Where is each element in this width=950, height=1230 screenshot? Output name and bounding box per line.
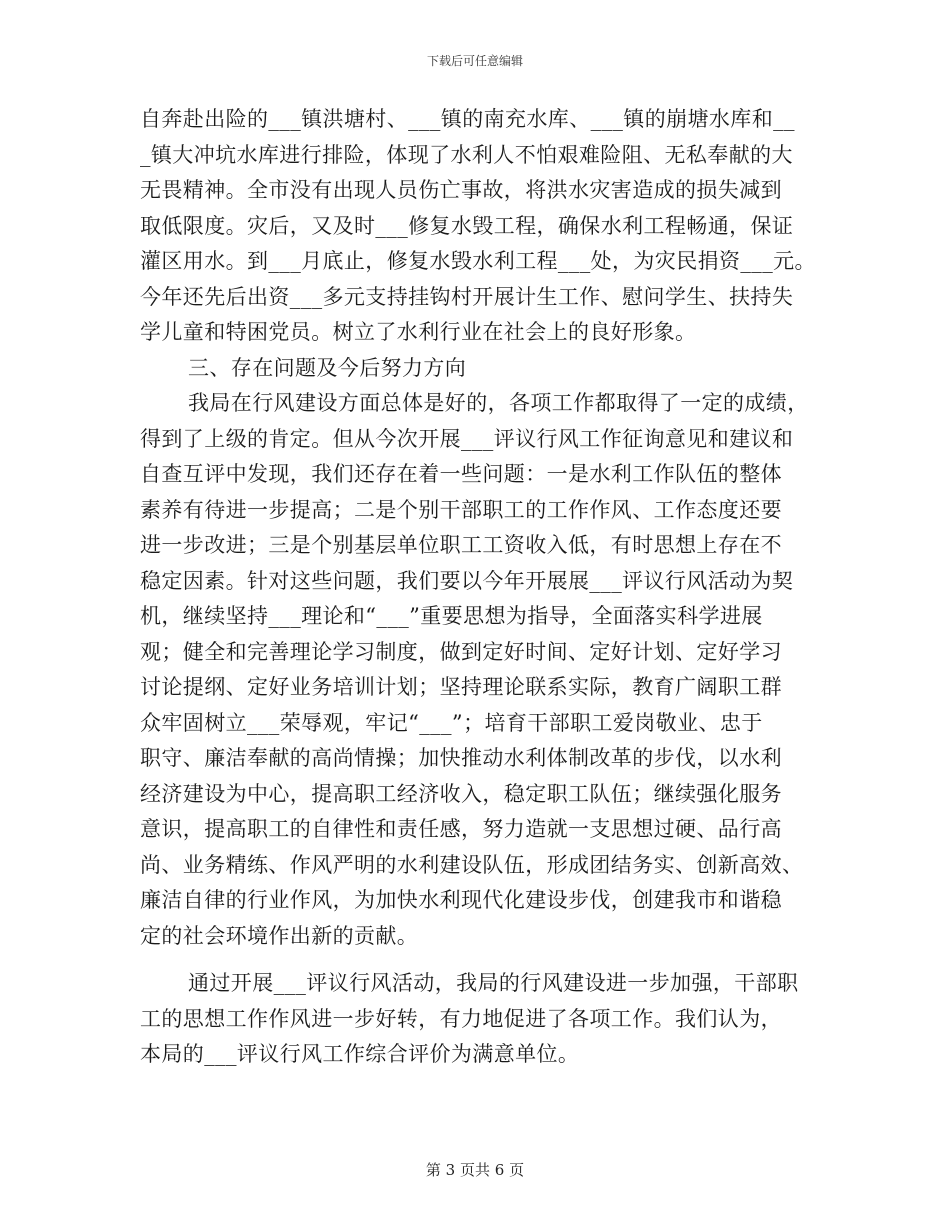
text-line: 今年还先后出资___多元支持挂钩村开展计生工作、慰问学生、扶持失 (140, 284, 794, 309)
text-line: 通过开展___评议行风活动，我局的行风建设进一步加强，干部职 (188, 971, 799, 995)
text-line: 灌区用水。到___月底止，修复水毁水利工程___处，为灾民捐资___元。 (140, 249, 816, 273)
text-line: 取低限度。灾后，又及时___修复水毁工程，确保水利工程畅通，保证 (140, 213, 794, 238)
text-line: 三、存在问题及今后努力方向 (188, 355, 467, 380)
text-line: 稳定因素。针对这些问题，我们要以今年开展展___评议行风活动为契 (140, 568, 794, 593)
text-line: 得到了上级的肯定。但从今次开展___评议行风工作征询意见和建议和 (140, 426, 794, 451)
text-line: 自查互评中发现，我们还存在着一些问题：一是水利工作队伍的整体 (140, 462, 782, 486)
text-line: 自奔赴出险的___镇洪塘村、___镇的南充水库、___镇的崩塘水库和__ (140, 107, 795, 131)
text-line: 我局在行风建设方面总体是好的，各项工作都取得了一定的成绩， (188, 391, 809, 415)
page-footer: 第 3 页共 6 页 (425, 1161, 525, 1179)
text-line: _镇大冲坑水库进行排险，体现了水利人不怕艰难险阻、无私奉献的大 (140, 142, 793, 167)
text-line: 工的思想工作作风进一步好转，有力地促进了各项工作。我们认为， (140, 1006, 782, 1031)
page-header: 下载后可任意编辑 (426, 54, 523, 68)
text-line: 观；健全和完善理论学习制度，做到定好时间、定好计划、定好学习 (140, 639, 782, 664)
text-line: 意识，提高职工的自律性和责任感，努力造就一支思想过硬、品行高 (140, 817, 782, 841)
text-line: 经济建设为中心，提高职工经济收入，稳定职工队伍；继续强化服务 (140, 781, 782, 806)
text-line: 讨论提纲、定好业务培训计划；坚持理论联系实际，教育广阔职工群 (140, 675, 782, 699)
text-line: 素养有待进一步提高；二是个别干部职工的工作作风、工作态度还要 (140, 497, 782, 522)
text-line: 众牢固树立___荣辱观，牢记“___”；培育干部职工爱岗敬业、忠于 (140, 710, 763, 735)
text-line: 本局的___评议行风工作综合评价为满意单位。 (140, 1042, 580, 1066)
text-line: 尚、业务精练、作风严明的水利建设队伍，形成团结务实、创新高效、 (140, 852, 804, 877)
text-line: 机，继续坚持___理论和“___”重要思想为指导，全面落实科学进展 (140, 604, 763, 628)
text-line: 廉洁自律的行业作风，为加快水利现代化建设步伐，创建我市和谐稳 (140, 888, 782, 912)
text-line: 学儿童和特困党员。树立了水利行业在社会上的良好形象。 (140, 320, 697, 344)
text-line: 定的社会环境作出新的贡献。 (140, 923, 419, 948)
text-line: 职守、廉洁奉献的高尚情操；加快推动水利体制改革的步伐，以水利 (140, 746, 782, 770)
text-line: 无畏精神。全市没有出现人员伤亡事故，将洪水灾害造成的损失减到 (140, 178, 782, 202)
text-line: 进一步改进；三是个别基层单位职工工资收入低，有时思想上存在不 (140, 533, 782, 557)
document-body (140, 102, 820, 1073)
paragraph-gap (140, 954, 820, 966)
